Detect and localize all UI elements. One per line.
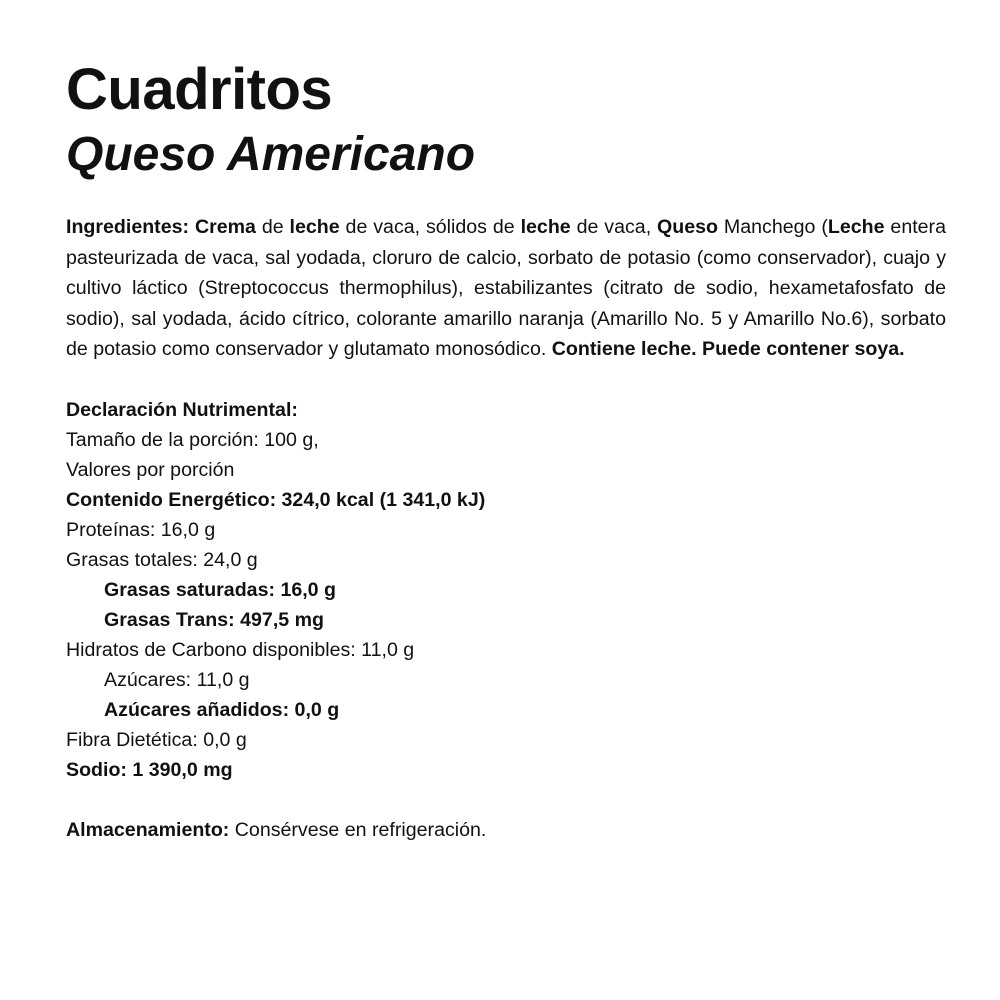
ingredient-text: de [255,216,290,238]
nutrition-line: Azúcares: 11,0 g [104,668,250,691]
ingredient-text: de vaca, sólidos de [339,216,521,238]
ingredient-highlight: leche [520,216,571,238]
product-variety: Queso Americano [66,128,476,181]
nutrition-line: Azúcares añadidos: 0,0 g [104,698,340,721]
storage-text: Consérvese en refrigeración. [229,818,487,841]
ingredient-highlight: leche [289,216,340,238]
nutrition-line: Grasas Trans: 497,5 mg [104,608,325,631]
storage-info [66,815,946,845]
storage-label: Almacenamiento: [66,818,230,841]
nutrition-line: Grasas saturadas: 16,0 g [104,578,336,601]
ingredients-paragraph [66,212,946,365]
nutrition-line: Fibra Dietética: 0,0 g [66,728,247,751]
ingredient-highlight: Crema [194,216,256,238]
nutrition-line: Hidratos de Carbono disponibles: 11,0 g [66,638,415,661]
nutrition-heading: Declaración Nutrimental: [66,398,298,421]
nutrition-line: Valores por porción [66,458,235,481]
nutrition-line: Sodio: 1 390,0 mg [66,758,233,781]
ingredient-highlight: Leche [827,216,885,238]
ingredient-text: entera pasteurizada de vaca, sal yodada, cloruro de calcio, sorbato de potasio (como conservador), cuajo y cultivo láctico (Streptococcus thermophilus), estabilizantes (citrato de sodio, hexametafosfato de sodio), sal yodada, ácido cítrico, colorante amarillo naranja (Amarillo No. 5 y Amarillo No.6), sorbato de potasio como conservador y glutamato monosódico. [66,216,946,360]
ingredient-text: Manchego ( [718,216,828,238]
product-name: Cuadritos [66,57,333,122]
nutrition-declaration [66,395,946,785]
ingredients-label: Ingredientes: [66,216,190,238]
nutrition-line: Proteínas: 16,0 g [66,518,216,541]
nutrition-line: Tamaño de la porción: 100 g, [66,428,319,451]
product-label [66,54,946,845]
ingredient-text: de vaca, [570,216,658,238]
nutrition-line: Grasas totales: 24,0 g [66,548,258,571]
ingredient-highlight: Contiene leche. Puede contener soya. [551,338,905,360]
nutrition-line: Contenido Energético: 324,0 kcal (1 341,0 kJ) [66,488,486,511]
ingredient-highlight: Queso [657,216,719,238]
